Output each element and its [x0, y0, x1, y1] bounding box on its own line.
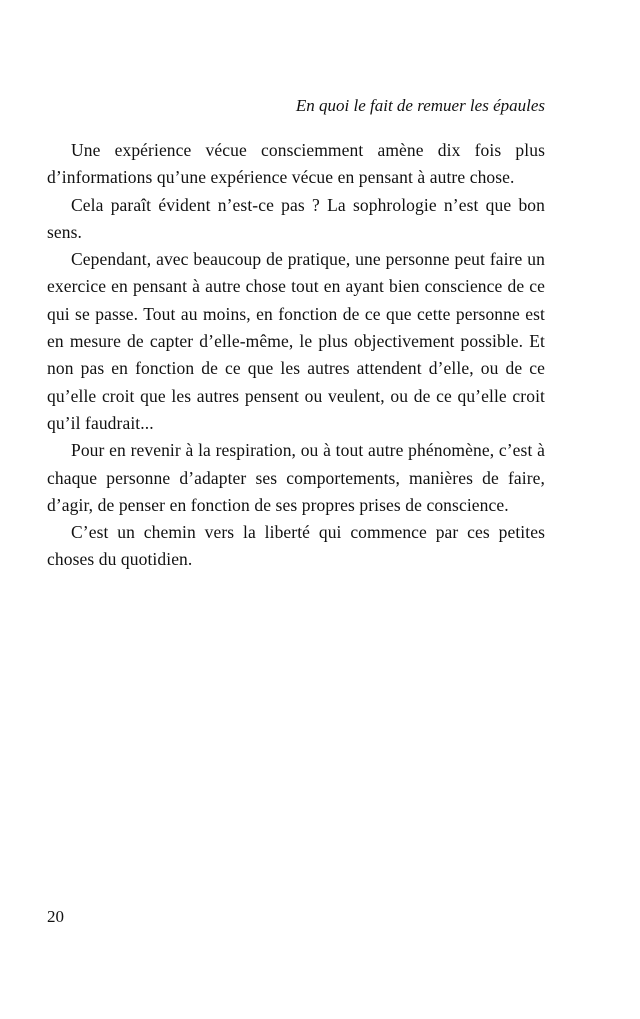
body-paragraph: Une expérience vécue consciemment amène dix fois plus d’informations qu’une expérience vécue en pensant à autre chose. [47, 140, 545, 188]
body-paragraph: Cependant, avec beaucoup de pratique, une personne peut faire un exercice en pensant à autre chose tout en ayant bien conscience de ce qui se passe. Tout au moins, en fonction de ce que cette personne est en mesure de capter d’elle-même, le plus objectivement possible. Et non pas en fonction de ce que les autres attendent d’elle, ou de ce qu’elle croit que les autres pensent ou veulent, ou de ce qu’elle croit qu’il faudrait... [47, 249, 545, 433]
page-number: 20 [47, 907, 64, 926]
body-text [47, 137, 545, 574]
body-paragraph: C’est un chemin vers la liberté qui commence par ces petites choses du quotidien. [47, 522, 545, 570]
body-paragraph: Pour en revenir à la respiration, ou à tout autre phénomène, c’est à chaque personne d’adapter ses comportements, manières de faire, d’agir, de penser en fonction de ses propres prises de conscience. [47, 440, 545, 515]
running-head: En quoi le fait de remuer les épaules [295, 96, 545, 115]
body-paragraph: Cela paraît évident n’est-ce pas ? La sophrologie n’est que bon sens. [47, 194, 545, 242]
